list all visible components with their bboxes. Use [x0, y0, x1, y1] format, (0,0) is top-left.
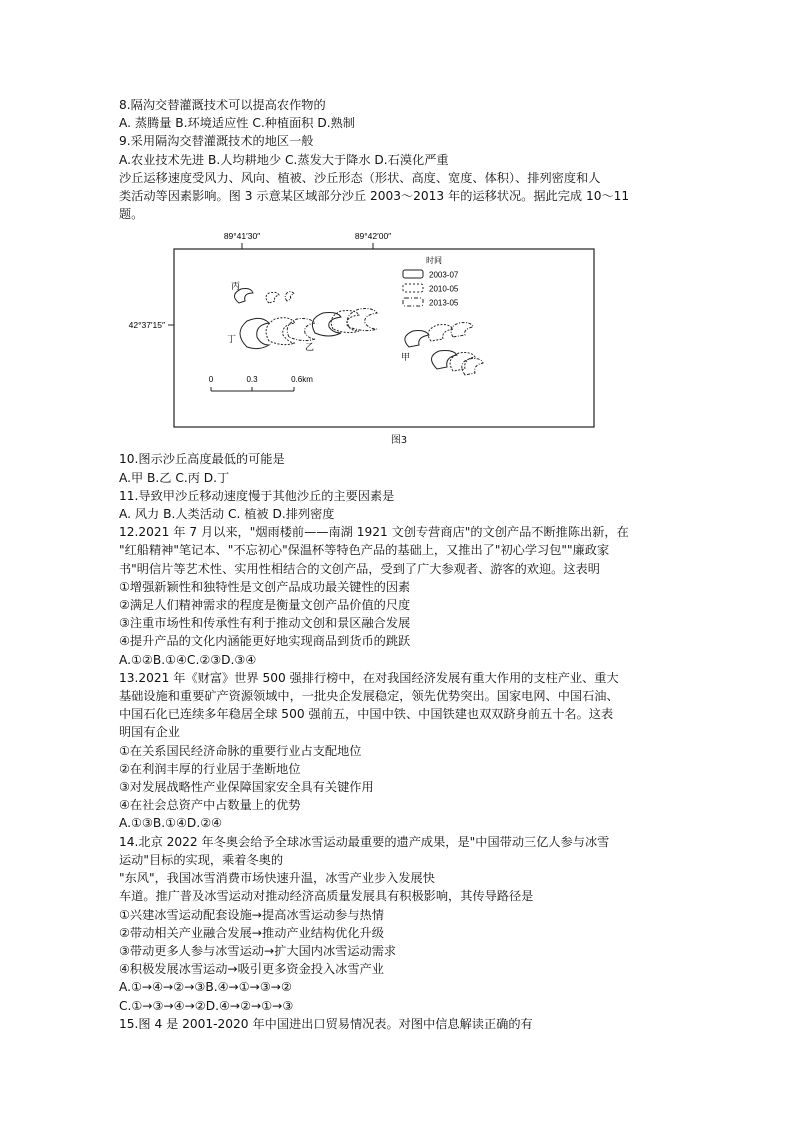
- intro-line-1: 沙丘运移速度受风力、风向、植被、沙丘形态（形状、高度、宽度、体积）、排列密度和人: [119, 170, 601, 185]
- q14-line-1: 14.北京 2022 年冬奥会给予全球冰雪运动最重要的遗产成果，是"中国带动三亿人参与冰雪: [119, 834, 610, 849]
- dune-jia-2013-a: [451, 323, 473, 338]
- figure-3: [119, 229, 679, 429]
- q12-line-1: 12.2021 年 7 月以来，"烟雨楼前——南湖 1921 文创专营商店"的文创产品不断推陈出新，在: [119, 525, 629, 540]
- lat-label: 42°37′15″: [128, 320, 165, 331]
- q14-item-3: ③带动更多人参与冰雪运动→扩大国内冰雪运动需求: [119, 943, 397, 958]
- legend-swatch-2003: [403, 270, 423, 278]
- q13-item-4: ④在社会总资产中占数量上的优势: [119, 798, 301, 813]
- legend-2003: 2003-07: [429, 270, 459, 280]
- q14-line-4: 车道。推广普及冰雪运动对推动经济高质量发展具有积极影响，其传导路径是: [119, 889, 534, 904]
- dune-yi-2013: [347, 309, 377, 331]
- q12-options: A.①②B.①④C.②③D.③④: [119, 652, 257, 667]
- dune-yi-2010: [331, 311, 359, 333]
- dune-jia-2010-a: [428, 325, 453, 342]
- dune-yi-2003: [312, 313, 341, 337]
- q14-line-3: "东风"，我国冰雪消费市场快速升温，冰雪产业步入发展快: [119, 871, 435, 886]
- dune-jia-2003-b: [431, 351, 457, 370]
- dune-jia-2013-b: [462, 359, 483, 376]
- q14-item-4: ④积极发展冰雪运动→吸引更多资金投入冰雪产业: [119, 962, 384, 977]
- q14-item-1: ①兴建冰雪运动配套设施→提高冰雪运动参与热情: [119, 907, 384, 922]
- scale-label-0: 0: [208, 375, 214, 385]
- dune-bing-2010: [266, 293, 279, 304]
- legend-2010: 2010-05: [429, 284, 459, 294]
- q12-line-2: "红船精神"笔记本、"不忘初心"保温杯等特色产品的基础上，又推出了"初心学习包""廉政家: [119, 543, 610, 558]
- q9-options: A.农业技术先进 B.人均耕地少 C.蒸发大于降水 D.石漠化严重: [119, 152, 449, 167]
- q14-line-2: 运动"目标的实现，乘着冬奥的: [119, 852, 284, 867]
- q12-line-3: 书"明信片等艺术性、实用性相结合的文创产品，受到了广大参观者、游客的欢迎。这表明: [119, 561, 600, 576]
- q12-item-3: ③注重市场性和传承性有利于推动文创和景区融合发展: [119, 616, 411, 631]
- q14-options-2: C.①→③→④→②D.④→②→①→③: [119, 998, 294, 1013]
- q14-options-1: A.①→④→②→③B.④→①→③→②: [119, 980, 292, 995]
- q14-item-2: ②带动相关产业融合发展→推动产业结构优化升级: [119, 925, 384, 940]
- label-jia: 甲: [401, 353, 411, 364]
- q15-line-1: 15.图 4 是 2001-2020 年中国进出口贸易情况表。对图中信息解读正确的有: [119, 1016, 533, 1031]
- dune-ding-2013: [287, 319, 315, 341]
- legend-title: 时间: [426, 256, 442, 266]
- dune-jia-2003-a: [405, 331, 429, 348]
- q13-line-3: 中国石化已连续多年稳居全球 500 强前五，中国中铁、中国铁建也双双跻身前五十名。这表: [119, 707, 614, 722]
- scale-label-2: 0.6km: [291, 375, 313, 385]
- q8-stem: 8.隔沟交替灌溉技术可以提高农作物的: [119, 98, 326, 112]
- legend-swatch-2010: [403, 284, 423, 292]
- q12-item-1: ①增强新颖性和独特性是文创产品成功最关键性的因素: [119, 579, 411, 594]
- lon-label-right: 89°42′00″: [354, 231, 392, 242]
- lon-label-left: 89°41′30″: [223, 231, 261, 242]
- q13-line-1: 13.2021 年《财富》世界 500 强排行榜中，在对我国经济发展有重大作用的支柱产业、重大: [119, 670, 619, 685]
- q13-item-2: ②在利润丰厚的行业居于垄断地位: [119, 761, 301, 776]
- q10-options: A.甲 B.乙 C.丙 D.丁: [119, 470, 230, 485]
- q13-item-3: ③对发展战略性产业保障国家安全具有关键作用: [119, 780, 374, 795]
- q13-item-1: ①在关系国民经济命脉的重要行业占支配地位: [119, 743, 362, 758]
- exam-page: [119, 96, 679, 1033]
- q9-stem: 9.采用隔沟交替灌溉技术的地区一般: [119, 134, 314, 149]
- legend-swatch-2013: [403, 298, 423, 306]
- q10-stem: 10.图示沙丘高度最低的可能是: [119, 452, 285, 467]
- intro-line-2: 类活动等因素影响。图 3 示意某区域部分沙丘 2003～2013 年的运移状况。据此完成 10～11: [119, 189, 630, 204]
- q12-item-4: ④提升产品的文化内涵能更好地实现商品到货币的跳跃: [119, 634, 411, 649]
- q13-line-2: 基础设施和重要矿产资源领域中，一批央企发展稳定，领先优势突出。国家电网、中国石油、: [119, 689, 619, 704]
- q13-line-4: 明国有企业: [119, 725, 180, 740]
- dune-ding-2010: [266, 318, 295, 345]
- intro-line-3: 题。: [119, 207, 144, 222]
- label-yi: 乙: [305, 343, 315, 354]
- legend-2013: 2013-05: [429, 298, 459, 308]
- dune-bing-2013: [285, 292, 294, 301]
- q8-options: A. 蒸腾量 B.环境适应性 C.种植面积 D.熟制: [119, 116, 355, 131]
- q13-options: A.①③B.①④D.②④: [119, 816, 223, 831]
- dune-map: [119, 229, 679, 429]
- q11-stem: 11.导致甲沙丘移动速度慢于其他沙丘的主要因素是: [119, 488, 395, 503]
- map-frame: [174, 249, 594, 427]
- q11-options: A. 风力 B.人类活动 C. 植被 D.排列密度: [119, 507, 335, 522]
- figure-3-caption: 图3: [390, 435, 408, 447]
- q12-item-2: ②满足人们精神需求的程度是衡量文创产品价值的尺度: [119, 598, 411, 613]
- label-bing: 丙: [231, 282, 241, 293]
- label-ding: 丁: [227, 335, 237, 346]
- scale-label-1: 0.3: [246, 375, 258, 385]
- dune-ding-2003: [240, 319, 269, 349]
